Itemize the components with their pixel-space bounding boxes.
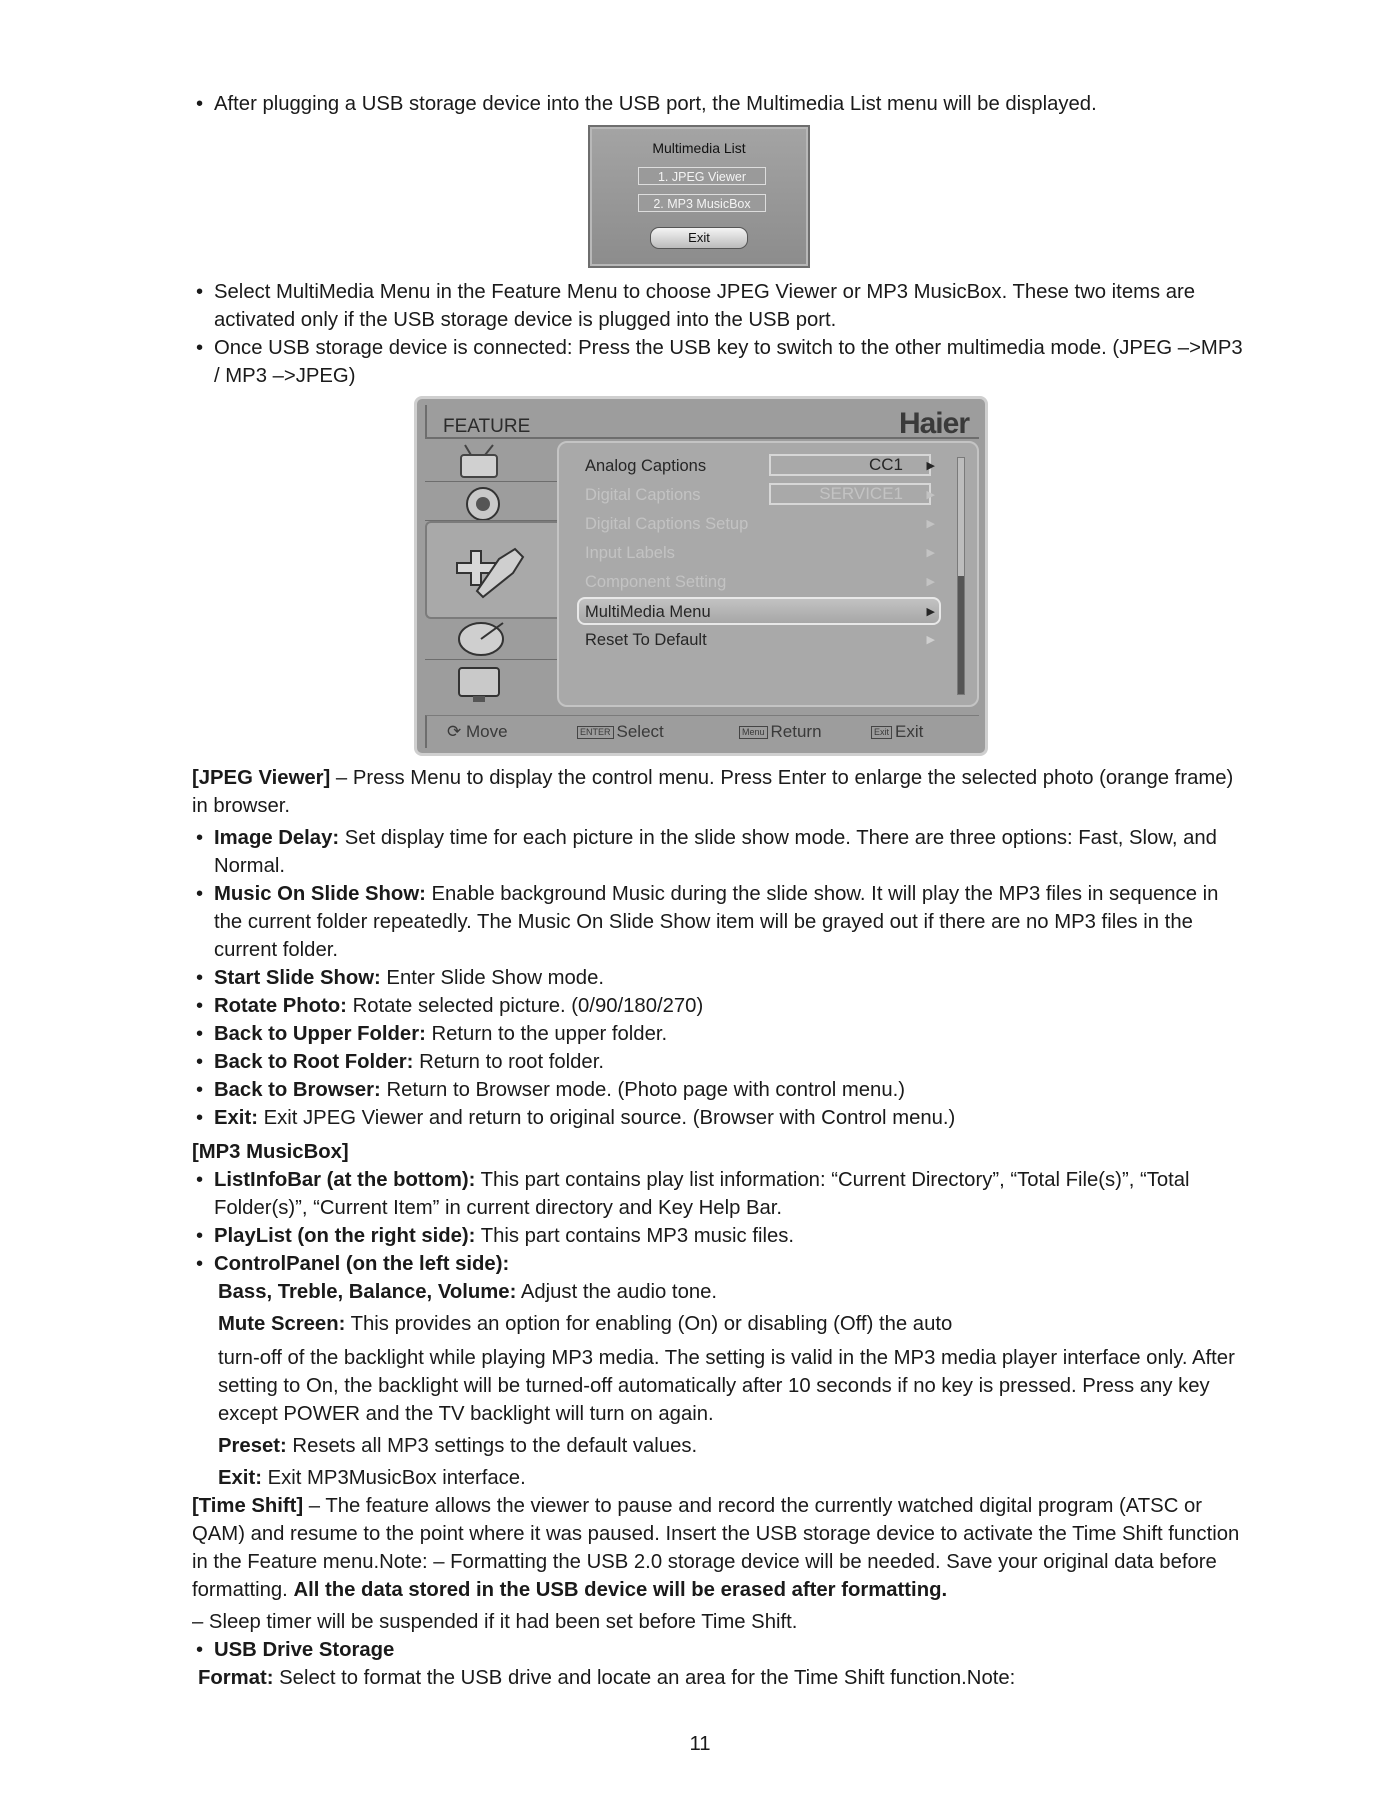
feature-tab-selected <box>425 521 559 619</box>
arrow-right-icon: ▶ <box>926 606 935 618</box>
jpeg-item: • Image Delay: Set display time for each picture in the slide show mode. There are three options: Fast, Slow, and Normal. <box>196 827 1217 877</box>
mp3-musicbox-item: 2. MP3 MusicBox <box>638 194 766 212</box>
feature-title: FEATURE <box>443 416 531 437</box>
satellite-icon <box>425 617 557 659</box>
bullet-usb-key: • Once USB storage device is connected: Press the USB key to switch to the other multimedia mode. (JPEG –>MP3 / MP3 –>JPEG) <box>196 337 1243 387</box>
speaker-icon <box>425 482 557 520</box>
enter-key-icon: ENTER <box>577 726 614 739</box>
mp3-musicbox-heading: [MP3 MusicBox] <box>192 1141 349 1163</box>
digital-captions-row[interactable]: Digital Captions SERVICE1 ▶ <box>579 482 939 508</box>
move-hint: ⟳ Move <box>447 722 508 741</box>
mp3-item: • ListInfoBar (at the bottom): This part contains play list information: “Current Directory”, “Total File(s)”, “Total Folder(s)”, “Current Item” in current directory and Key Help Bar. <box>196 1169 1190 1219</box>
bullet-select-multimedia: • Select MultiMedia Menu in the Feature Menu to choose JPEG Viewer or MP3 MusicBox. These two items are activated only if the USB storage device is plugged into the USB port. <box>196 281 1196 331</box>
time-shift-heading: [Time Shift] <box>192 1495 304 1517</box>
mp3-item: • PlayList (on the right side): This part contains MP3 music files. <box>196 1225 795 1247</box>
exit-hint: Exit Exit <box>871 716 923 748</box>
jpeg-item: • Rotate Photo: Rotate selected picture. (0/90/180/270) <box>196 995 704 1017</box>
component-setting-row[interactable]: Component Setting ▶ <box>579 569 939 595</box>
tv-tab <box>425 441 557 482</box>
control-panel-sub: Preset: Resets all MP3 settings to the default values. <box>218 1435 698 1457</box>
multimedia-exit-button: Exit <box>650 227 748 249</box>
feature-key-help-bar <box>425 715 979 748</box>
digital-captions-setup-row[interactable]: Digital Captions Setup ▶ <box>579 511 939 537</box>
format-description: Format: Select to format the USB drive and locate an area for the Time Shift function.Note: <box>198 1667 1016 1689</box>
usb-drive-storage-item: • USB Drive Storage <box>196 1639 395 1661</box>
tools-icon <box>427 523 555 617</box>
menu-key-icon: Menu <box>739 726 768 739</box>
jpeg-viewer-item: 1. JPEG Viewer <box>638 167 766 185</box>
feature-options-panel <box>557 441 979 707</box>
control-panel-sub: Bass, Treble, Balance, Volume: Adjust the audio tone. <box>218 1281 718 1303</box>
reset-to-default-row[interactable]: Reset To Default ▶ <box>579 627 939 653</box>
page-number: 11 <box>689 1733 711 1755</box>
multimedia-list-title: Multimedia List <box>652 140 746 156</box>
multimedia-list-screenshot <box>588 125 810 268</box>
jpeg-item: • Back to Root Folder: Return to root folder. <box>196 1051 604 1073</box>
arrow-right-icon: ▶ <box>926 489 935 501</box>
monitor-icon <box>425 660 557 704</box>
mute-screen-continued: turn-off of the backlight while playing MP3 media. The setting is valid in the MP3 media player interface only. After setting to On, the backlight will be turned-off automatically after 10 seconds if no key is pressed. Press any key except POWER and the TV backlight will turn on again. <box>218 1347 1235 1425</box>
arrow-right-icon: ▶ <box>926 518 935 530</box>
sleep-timer-note: – Sleep timer will be suspended if it had been set before Time Shift. <box>192 1611 798 1633</box>
tv-icon <box>425 441 557 481</box>
setup-tab <box>425 660 557 704</box>
control-panel-sub: Mute Screen: This provides an option for enabling (On) or disabling (Off) the auto <box>218 1313 953 1335</box>
exit-key-icon: Exit <box>871 726 892 739</box>
mp3-item: • ControlPanel (on the left side): <box>196 1253 510 1275</box>
multimedia-menu-row[interactable]: MultiMedia Menu ▶ <box>577 597 941 625</box>
arrow-right-icon: ▶ <box>926 460 935 472</box>
haier-logo: Haier <box>898 407 969 440</box>
control-panel-sub: Exit: Exit MP3MusicBox interface. <box>218 1467 526 1489</box>
feature-menu-screenshot <box>414 396 988 756</box>
feature-scrollbar[interactable] <box>957 457 965 695</box>
jpeg-viewer-paragraph: [JPEG Viewer] – Press Menu to display the control menu. Press Enter to enlarge the selected photo (orange frame) in browser. <box>192 767 1234 817</box>
analog-captions-value: CC1 <box>769 454 931 476</box>
arrow-right-icon: ▶ <box>926 576 935 588</box>
page-content <box>192 90 1252 1692</box>
jpeg-viewer-heading: [JPEG Viewer] <box>192 767 331 789</box>
feature-side-tabs <box>425 441 557 709</box>
jpeg-item: • Music On Slide Show: Enable background Music during the slide show. It will play the MP3 files in sequence in the current folder repeatedly. The Music On Slide Show item will be grayed out if there are no MP3 files in the current folder. <box>196 883 1219 961</box>
analog-captions-row[interactable]: Analog Captions CC1 ▶ <box>579 453 939 479</box>
feature-header <box>425 405 979 439</box>
audio-tab <box>425 482 557 521</box>
return-hint: Menu Return <box>739 716 822 748</box>
jpeg-item: • Exit: Exit JPEG Viewer and return to original source. (Browser with Control menu.) <box>196 1107 956 1129</box>
move-arrows-icon: ⟳ <box>447 722 462 741</box>
arrow-right-icon: ▶ <box>926 547 935 559</box>
scroll-thumb[interactable] <box>958 576 964 694</box>
jpeg-item: • Back to Upper Folder: Return to the upper folder. <box>196 1023 668 1045</box>
digital-captions-value: SERVICE1 <box>769 483 931 505</box>
input-labels-row[interactable]: Input Labels ▶ <box>579 540 939 566</box>
jpeg-item: • Start Slide Show: Enter Slide Show mode. <box>196 967 604 989</box>
erase-warning: All the data stored in the USB device will be erased after formatting. <box>293 1579 948 1601</box>
channel-tab <box>425 617 557 660</box>
bullet-usb-plug: • After plugging a USB storage device into the USB port, the Multimedia List menu will be displayed. <box>196 93 1097 115</box>
time-shift-paragraph: [Time Shift] – The feature allows the viewer to pause and record the currently watched digital program (ATSC or QAM) and resume to the point where it was paused. Insert the USB storage device to activate the Time Shift function in the Feature menu.Note: – Formatting the USB 2.0 storage device will be needed. Save your original data before formatting. All the data stored in the USB device will be erased after formatting. <box>192 1495 1240 1601</box>
select-hint: ENTER Select <box>577 716 664 748</box>
jpeg-item: • Back to Browser: Return to Browser mode. (Photo page with control menu.) <box>196 1079 905 1101</box>
arrow-right-icon: ▶ <box>926 634 935 646</box>
